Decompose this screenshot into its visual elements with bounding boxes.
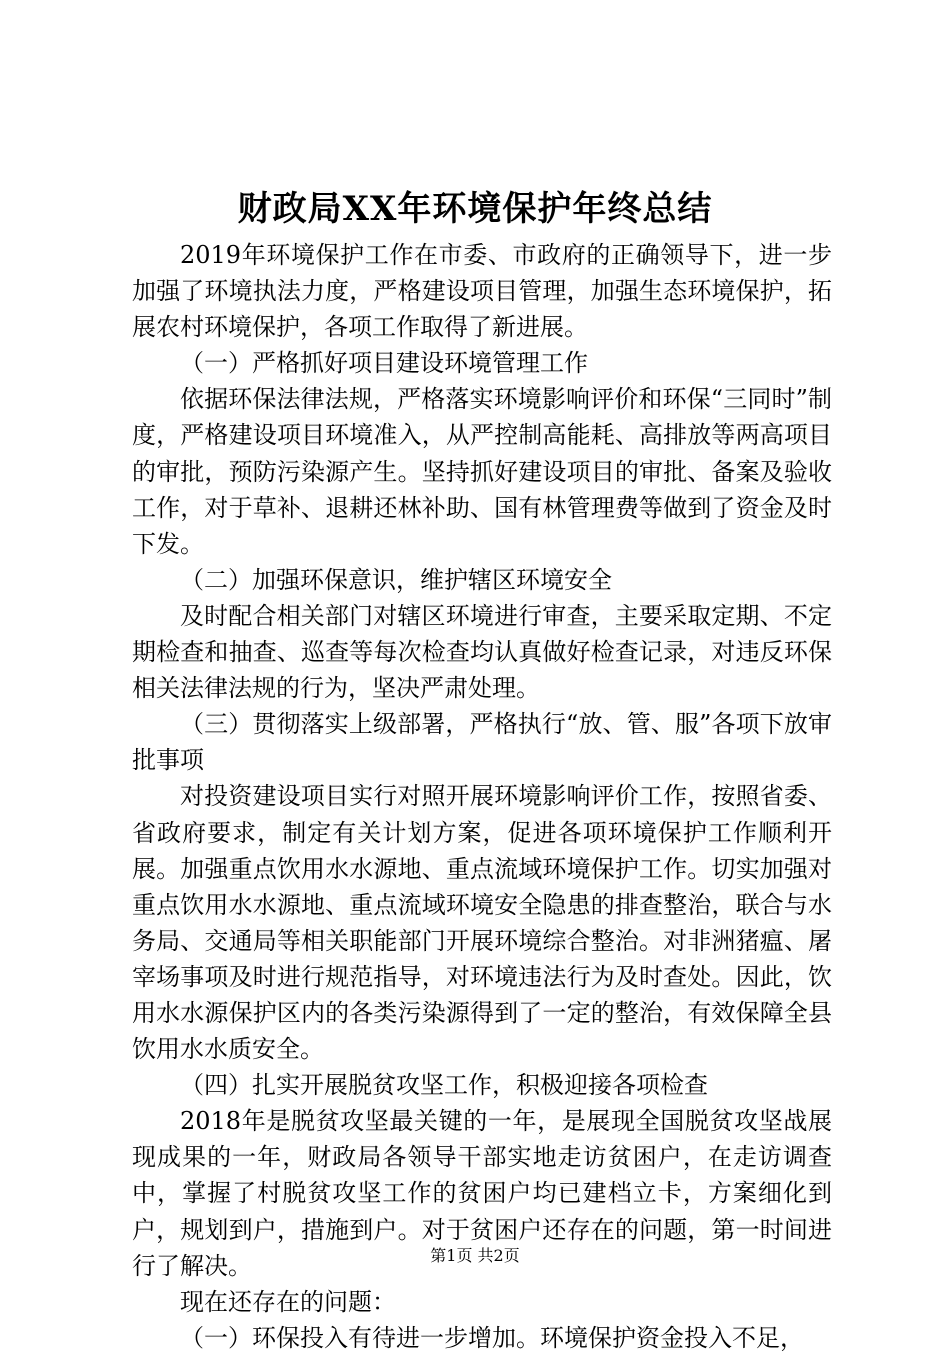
- section-heading-1: （一）严格抓好项目建设环境管理工作: [180, 349, 588, 378]
- page-footer: 第1页 共2页: [430, 1246, 520, 1265]
- section-heading-3: （三）贯彻落实上级部署，严格执行“放、管、服”各项下放审批事项: [132, 710, 832, 775]
- issue-item-1: （一）环保投入有待进一步增加。环境保护资金投入不足，: [180, 1323, 804, 1352]
- document-body: [132, 237, 832, 1356]
- paragraph-section-2: 及时配合相关部门对辖区环境进行审查，主要采取定期、不定期检查和抽查、巡查等每次检查均认真做好检查记录，对违反环保相关法律法规的行为，坚决严肃处理。: [132, 601, 832, 703]
- paragraph-intro: 2019年环境保护工作在市委、市政府的正确领导下，进一步加强了环境执法力度，严格建设项目管理，加强生态环境保护，拓展农村环境保护，各项工作取得了新进展。: [132, 241, 832, 342]
- document-title: 财政局XX年环境保护年终总结: [237, 189, 713, 229]
- section-heading-4: （四）扎实开展脱贫攻坚工作，积极迎接各项检查: [180, 1071, 708, 1100]
- paragraph-section-3: 对投资建设项目实行对照开展环境影响评价工作，按照省委、省政府要求，制定有关计划方案，促进各项环境保护工作顺利开展。加强重点饮用水水源地、重点流域环境保护工作。切实加强对重点饮用水水源地、重点流域环境安全隐患的排查整治，联合与水务局、交通局等相关职能部门开展环境综合整治。对非洲猪瘟、屠宰场事项及时进行规范指导，对环境违法行为及时查处。因此，饮用水水源保护区内的各类污染源得到了一定的整治，有效保障全县饮用水水质安全。: [132, 782, 832, 1064]
- paragraph-section-1: 依据环保法律法规，严格落实环境影响评价和环保“三同时”制度，严格建设项目环境准入，从严控制高能耗、高排放等两高项目的审批，预防污染源产生。坚持抓好建设项目的审批、备案及验收工作，对于草补、退耕还林补助、国有林管理费等做到了资金及时下发。: [132, 385, 832, 558]
- issues-heading: 现在还存在的问题：: [180, 1287, 396, 1316]
- section-heading-2: （二）加强环保意识，维护辖区环境安全: [180, 565, 612, 594]
- paragraph-section-4: 2018年是脱贫攻坚最关键的一年，是展现全国脱贫攻坚战展现成果的一年，财政局各领导干部实地走访贫困户，在走访调查中，掌握了村脱贫攻坚工作的贫困户均已建档立卡，方案细化到户，规划到户，措施到户。对于贫困户还存在的问题，第一时间进行了解决。: [132, 1107, 832, 1280]
